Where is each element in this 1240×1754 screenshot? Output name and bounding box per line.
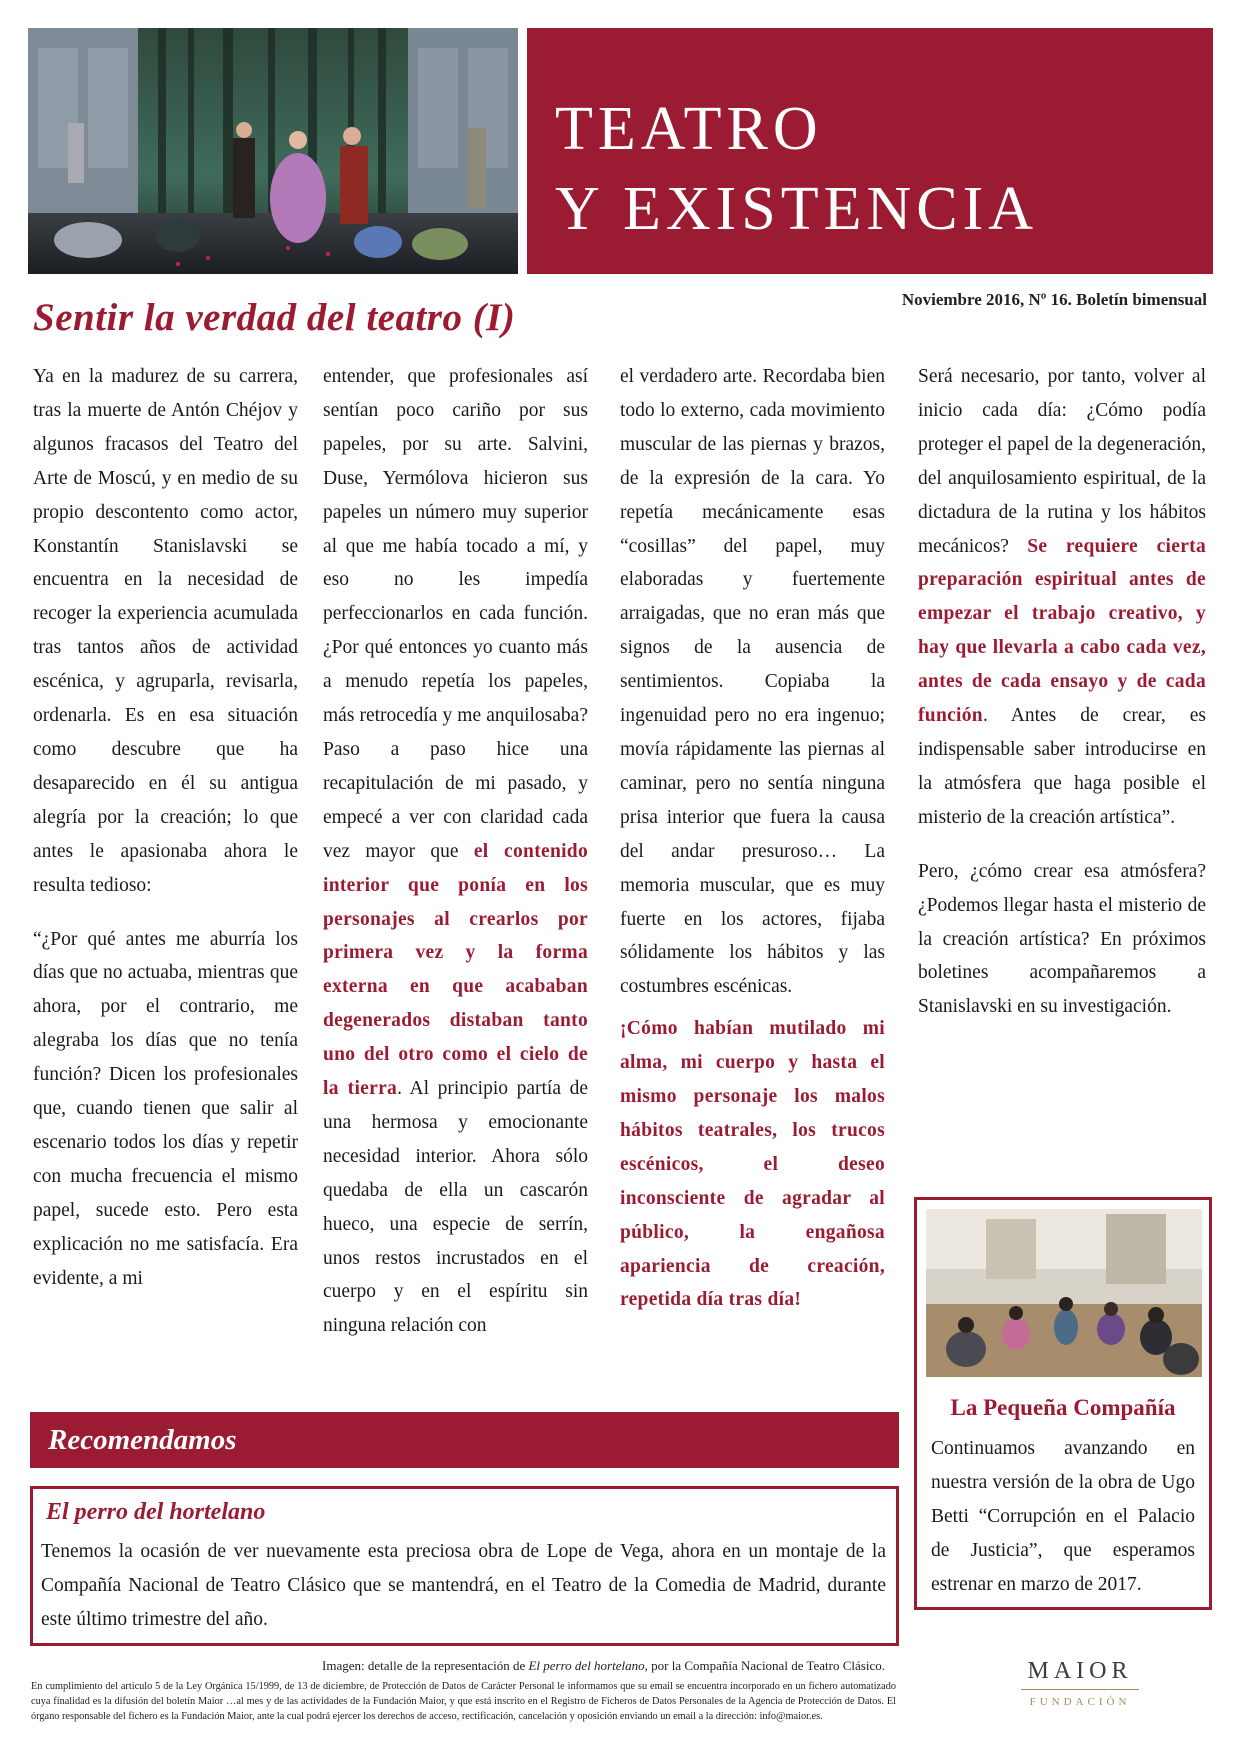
company-title: La Pequeña Compañía	[950, 1395, 1176, 1420]
logo-subtitle: FUNDACIÓN	[1029, 1696, 1131, 1708]
paragraph: Pero, ¿cómo crear esa atmósfera? ¿Podemos llegar hasta el misterio de la creación artística? En próximos boletines acompañaremos a Stanislavski en su investigación.	[918, 860, 1206, 1018]
recommend-heading: Recomendamos	[30, 1412, 899, 1468]
title-line-2: Y EXISTENCIA	[555, 175, 1039, 243]
rehearsal-scene-image	[926, 1209, 1202, 1377]
hero-stage-photo	[28, 28, 518, 274]
article-headline: Sentir la verdad del teatro (I)	[33, 296, 516, 339]
paragraph: el verdadero arte. Recordaba bien todo lo externo, cada movimiento muscular de las piernas y brazos, de la expresión de la cara. Yo repetía mecánicamente esas “cosillas” del papel, muy elaboradas y fuertemente arraigadas, que no eran más que signos de la ausencia de sentimientos. Copiaba la ingenuidad pero no era ingenuo; movía rápidamente las piernas al caminar, pero no sentía ninguna prisa interior que fuera la causa del andar presuroso… La memoria muscular, que es muy fuerte en los actores, fijaba sólidamente los hábitos y las costumbres escénicas.	[620, 366, 885, 998]
legal-notice: En cumplimiento del artículo 5 de la Ley Orgánica 15/1999, de 13 de diciembre, de Protección de Datos de Carácter Personal le informamos que su email se encuentra incorporado en un fichero automatizado cuya finalidad es la difusión del boletín Maior …al mes y de las actividades de la Fundación Maior, y que está inscrito en el Registro de Ficheros de Datos Personales de la Agencia de Protección de Datos. El órgano responsable del fichero es la Fundación Maior, ante la cual podrá ejercer los derechos de acceso, rectificación, cancelación y oposición enviando un email a la dirección: info@maior.es.	[31, 1681, 896, 1722]
article-column-3	[620, 360, 885, 1317]
paragraph: Ya en la madurez de su carrera, tras la muerte de Antón Chéjov y algunos fracasos del Teatro del Arte de Moscú, y en medio de su propio descontento como actor, Konstantín Stanislavski se encuentra en la necesidad de recoger la experiencia acumulada tras tantos años de actividad escénica, y agruparla, revisarla, ordenarla. Es en esa situación como descubre que ha desaparecido en él su antigua alegría por la creación; lo que antes le apasionaba ahora le resulta tedioso:	[33, 366, 298, 896]
text: . Al principio partía de una hermosa y emocionante necesidad interior. Ahora sólo quedaba de ella un cascarón hueco, una especie de serrín, unos restos incrustados en el cuerpo y en el espíritu sin ninguna relación con	[323, 1078, 589, 1337]
recommend-box	[30, 1486, 899, 1646]
text: . Antes de crear, es indispensable saber introducirse en la atmósfera que haga posible el misterio de la creación artística”.	[918, 705, 1206, 828]
highlighted-quote: el contenido interior que ponía en los personajes al crearlos por primera vez y la forma externa en que acababan degenerados distaban tanto uno del otro como el cielo de la tierra	[323, 840, 588, 1100]
paragraph	[918, 360, 1206, 835]
stage-scene-image	[28, 28, 518, 274]
newsletter-title-box	[527, 28, 1213, 274]
recommend-text: Tenemos la ocasión de ver nuevamente esta preciosa obra de Lope de Vega, ahora en un montaje de la Compañía Nacional de Teatro Clásico que se mantendrá, en el Teatro de la Comedia de Madrid, durante este último trimestre del año.	[41, 1541, 886, 1630]
caption-text: , por la Compañía Nacional de Teatro Clásico.	[644, 1658, 885, 1673]
article-column-1	[33, 360, 298, 1295]
title-line-1: TEATRO	[555, 95, 823, 163]
caption-title: El perro del hortelano	[528, 1658, 645, 1673]
rehearsal-photo	[926, 1209, 1202, 1377]
paragraph	[323, 360, 588, 1343]
highlighted-quote: ¡Cómo habían mutilado mi alma, mi cuerpo y hasta el mismo personaje los malos hábitos teatrales, los trucos escénicos, el deseo inconsciente de agradar al público, la engañosa apariencia de creación, repetida día tras día!	[620, 1018, 885, 1311]
text: entender, que profesionales así sentían poco cariño por sus papeles, por su arte. Salvini, Duse, Yermólova hicieron sus papeles un número muy superior al que me había tocado a mí, y eso no les impedía perfeccionarlos en cada función. ¿Por qué entonces yo cuanto más a menudo repetía los papeles, más retrocedía y me anquilosaba? Paso a paso hice una recapitulación de mi pasado, y empecé a ver con claridad cada vez mayor que	[323, 366, 588, 862]
text: Será necesario, por tanto, volver al inicio cada día: ¿Cómo podía proteger el papel de la degeneración, del anquilosamiento espiritual, de la dictadura de la rutina y los hábitos mecánicos?	[918, 366, 1206, 557]
maior-logo	[990, 1658, 1170, 1708]
logo-name: MAIOR	[1027, 1658, 1133, 1684]
highlighted-quote: Se requiere cierta preparación espiritual antes de empezar el trabajo creativo, y hay que llevarla a cabo cada vez, antes de cada ensayo y de cada función	[918, 535, 1206, 727]
issue-info: Noviembre 2016, Nº 16. Boletín bimensual	[901, 290, 1207, 309]
recommend-title: El perro del hortelano	[46, 1499, 266, 1525]
article-column-2	[323, 360, 588, 1343]
paragraph: “¿Por qué antes me aburría los días que no actuaba, mientras que ahora, por el contrario, me alegraba los días que no tenía función? Dicen los profesionales que, cuando tienen que salir al escenario todos los días y repetir con mucha frecuencia el mismo papel, sucede esto. Pero esta explicación no me satisfacía. Era evidente, a mi	[33, 928, 298, 1289]
caption-text: Imagen: detalle de la representación de	[322, 1658, 529, 1673]
logo-rule	[1021, 1689, 1139, 1690]
company-box	[914, 1197, 1212, 1610]
company-text: Continuamos avanzando en nuestra versión de la obra de Ugo Betti “Corrupción en el Palacio de Justicia”, que esperamos estrenar en marzo de 2017.	[931, 1438, 1195, 1595]
image-caption	[322, 1658, 885, 1674]
article-column-4	[918, 360, 1206, 1024]
